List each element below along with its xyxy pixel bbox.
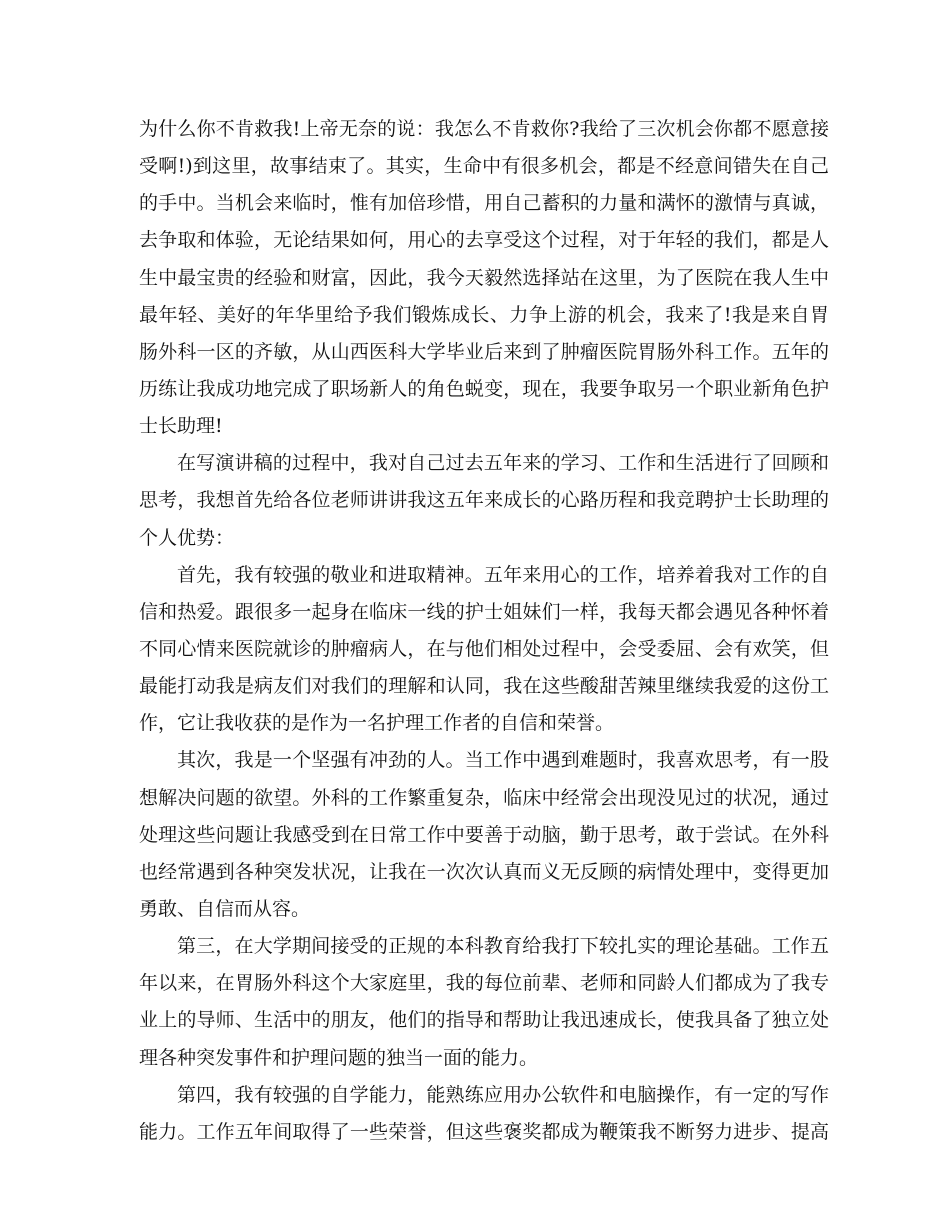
paragraph	[139, 445, 829, 556]
text-line: 在写演讲稿的过程中，我对自己过去五年来的学习、工作和生活进行了回顾和	[177, 452, 829, 475]
text-line: 的手中。当机会来临时，惟有加倍珍惜，用自己蓄积的力量和满怀的激情与真诚，	[139, 192, 829, 215]
text-line: 首先，我有较强的敬业和进取精神。五年来用心的工作，培养着我对工作的自	[177, 563, 829, 586]
text-line: 不同心情来医院就诊的肿瘤病人，在与他们相处过程中，会受委屈、会有欢笑，但	[139, 637, 829, 660]
text-line: 个人优势：	[139, 526, 235, 549]
text-line: 业上的导师、生活中的朋友，他们的指导和帮助让我迅速成长，使我具备了独立处	[139, 1009, 829, 1032]
text-line: 能力。工作五年间取得了一些荣誉，但这些褒奖都成为鞭策我不断努力进步、提高	[139, 1120, 829, 1143]
text-line: 其次，我是一个坚强有冲劲的人。当工作中遇到难题时，我喜欢思考，有一股	[177, 749, 829, 772]
paragraph	[139, 557, 829, 743]
text-line: 第四，我有较强的自学能力，能熟练应用办公软件和电脑操作，有一定的写作	[177, 1083, 829, 1106]
text-line: 士长助理!	[139, 415, 223, 438]
text-line: 最年轻、美好的年华里给予我们锻炼成长、力争上游的机会，我来了!我是来自胃	[139, 303, 829, 326]
text-line: 思考，我想首先给各位老师讲讲我这五年来成长的心路历程和我竞聘护士长助理的	[139, 489, 829, 512]
paragraph	[139, 742, 829, 928]
text-line: 理各种突发事件和护理问题的独当一面的能力。	[139, 1046, 539, 1069]
text-line: 历练让我成功地完成了职场新人的角色蜕变，现在，我要争取另一个职业新角色护	[139, 377, 829, 400]
text-line: 年以来，在胃肠外科这个大家庭里，我的每位前辈、老师和同龄人们都成为了我专	[139, 972, 829, 995]
text-line: 受啊!)到这里，故事结束了。其实，生命中有很多机会，都是不经意间错失在自己	[139, 155, 829, 178]
paragraph	[139, 1077, 829, 1151]
paragraph	[139, 111, 829, 445]
text-line: 信和热爱。跟很多一起身在临床一线的护士姐妹们一样，我每天都会遇见各种怀着	[139, 600, 829, 623]
text-line: 作，它让我收获的是作为一名护理工作者的自信和荣誉。	[139, 712, 615, 735]
text-line: 肠外科一区的齐敏，从山西医科大学毕业后来到了肿瘤医院胃肠外科工作。五年的	[139, 340, 829, 363]
text-line: 去争取和体验，无论结果如何，用心的去享受这个过程，对于年轻的我们，都是人	[139, 229, 829, 252]
text-line: 处理这些问题让我感受到在日常工作中要善于动脑，勤于思考，敢于尝试。在外科	[139, 823, 829, 846]
text-line: 生中最宝贵的经验和财富，因此，我今天毅然选择站在这里，为了医院在我人生中	[139, 266, 829, 289]
text-line: 最能打动我是病友们对我们的理解和认同，我在这些酸甜苦辣里继续我爱的这份工	[139, 675, 829, 698]
text-line: 想解决问题的欲望。外科的工作繁重复杂，临床中经常会出现没见过的状况，通过	[139, 786, 829, 809]
text-line: 第三，在大学期间接受的正规的本科教育给我打下较扎实的理论基础。工作五	[177, 935, 829, 958]
text-line: 为什么你不肯救我!上帝无奈的说：我怎么不肯救你?我给了三次机会你都不愿意接	[139, 118, 829, 140]
paragraph	[139, 928, 829, 1077]
text-line: 也经常遇到各种突发状况，让我在一次次认真而义无反顾的病情处理中，变得更加	[139, 860, 829, 883]
document-body	[139, 111, 829, 1151]
text-line: 勇敢、自信而从容。	[139, 897, 311, 920]
